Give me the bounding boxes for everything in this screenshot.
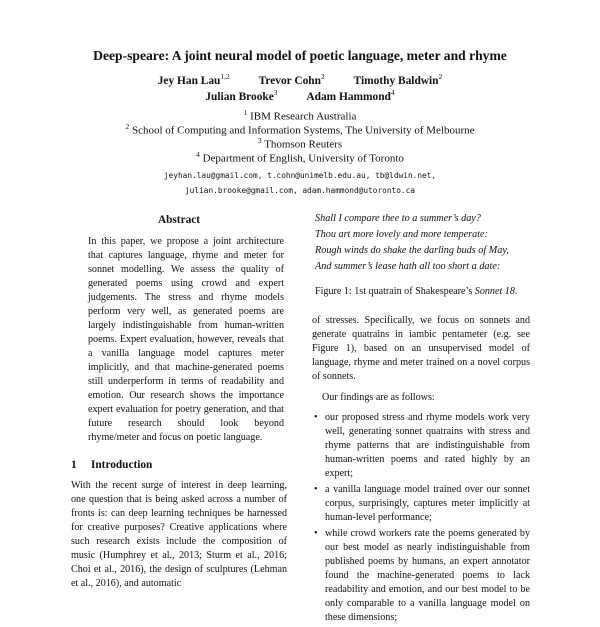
poem-line: Rough winds do shake the darling buds of May, <box>315 245 509 256</box>
affiliation: $^4$ Department of English, University of Toronto <box>196 150 404 165</box>
affiliation: $^3$ Thomson Reuters <box>257 136 343 151</box>
author: Timothy Baldwin$^2$ <box>353 72 443 87</box>
left-column <box>71 214 287 591</box>
bullet-icon: • <box>314 484 318 495</box>
findings-intro: Our findings are as follows: <box>322 392 435 403</box>
email-line: julian.brooke@gmail.com, adam.hammond@utoronto.ca <box>184 186 415 195</box>
bullet-icon: • <box>314 528 318 539</box>
list-item: • while crowd workers rate the poems generated by our best model as nearly indistinguishable from published poems by humans, an expert annotator found the machine-generated poems to lack readability and emotion, and our best model to be only comparable to a vanilla language model on these dimensions; <box>314 528 530 623</box>
list-item: • a vanilla language model trained over our sonnet corpus, surprisingly, captures meter implicitly at human-level performance; <box>314 484 530 523</box>
poem-quatrain <box>315 211 530 275</box>
list-item: • our proposed stress and rhyme models work very well, generating sonnet quatrains with stress and rhyme patterns that are indistinguishable from human-written poems and rated highly by an expert; <box>314 412 530 479</box>
abstract-text: In this paper, we propose a joint architecture that captures language, rhyme and meter for sonnet modelling. We assess the quality of generated poems using crowd and expert judgements. The stress and rhyme models perform very well, as generated poems are largely indistinguishable from human-written poems. Expert evaluation, however, reveals that a vanilla language model captures meter implicitly, and that machine-generated poems still underperform in terms of readability and emotion. Our research shows the importance expert evaluation for poetry generation, and that future research should look beyond rhyme/meter and focus on poetic language. <box>88 236 284 443</box>
author: Julian Brooke$^3$ <box>205 88 278 103</box>
abstract-heading: Abstract <box>157 214 201 226</box>
affiliation: $^2$ School of Computing and Information Systems, The University of Melbourne <box>125 122 475 137</box>
paper-title: Deep-speare: A joint neural model of poetic language, meter and rhyme <box>93 48 507 63</box>
continuation-paragraph: of stresses. Specifically, we focus on sonnets and generate quatrains in iambic pentameter (e.g. see Figure 1), based on an unsupervised model of language, rhyme and meter trained on a novel corpus of sonnets. <box>312 315 530 382</box>
section-title: Introduction <box>91 459 153 471</box>
author: Adam Hammond$^4$ <box>306 88 395 103</box>
author-row-2 <box>0 88 600 103</box>
poem-line: And summer’s lease hath all too short a date: <box>315 261 501 272</box>
bullet-icon: • <box>314 412 318 423</box>
figure-caption: Figure 1: 1st quatrain of Shakespeare’s Sonnet 18. <box>315 286 518 297</box>
poem-line: Shall I compare thee to a summer’s day? <box>315 213 481 224</box>
author: Trevor Cohn$^2$ <box>258 72 325 87</box>
section-number: 1 <box>71 459 77 471</box>
affiliation: $^1$ IBM Research Australia <box>243 108 357 123</box>
section-heading-introduction <box>71 459 287 471</box>
right-column <box>312 211 530 627</box>
introduction-text: With the recent surge of interest in deep learning, one question that is being asked across a number of fronts is: can deep learning techniques be harnessed for creative purposes? Creative applications where such research exists include the composition of music (Humphrey et al., 2013; Sturm et al., 2016; Choi et al., 2016), the design of sculptures (Lehman et al., 2016), and automatic <box>71 480 287 589</box>
author: Jey Han Lau$^{1,2}$ <box>157 72 230 87</box>
findings-list <box>312 411 530 625</box>
poem-line: Thou art more lovely and more temperate: <box>315 229 488 240</box>
email-line: jeyhan.lau@gmail.com, t.cohn@unimelb.edu.au, tb@ldwin.net, <box>163 171 437 180</box>
author-row-1 <box>0 72 600 87</box>
